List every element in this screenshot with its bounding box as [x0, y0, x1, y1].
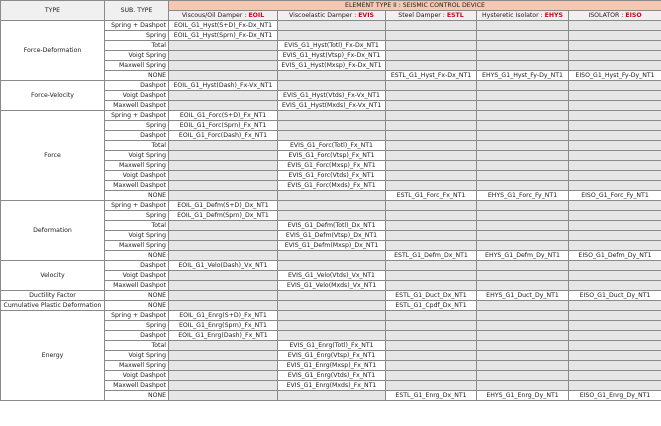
- empty-cell: [569, 41, 661, 51]
- empty-cell: [569, 131, 661, 141]
- empty-cell: [569, 311, 661, 321]
- empty-cell: [477, 331, 569, 341]
- empty-cell: [169, 271, 278, 281]
- sub-type-cell: Voigt Dashpot: [105, 91, 169, 101]
- empty-cell: [569, 121, 661, 131]
- output-name-cell: EVIS_G1_Hyst(Mxds)_Fx-Vx_NT1: [278, 101, 386, 111]
- empty-cell: [169, 231, 278, 241]
- sub-type-cell: Maxwell Dashpot: [105, 181, 169, 191]
- empty-cell: [477, 321, 569, 331]
- empty-cell: [278, 121, 386, 131]
- empty-cell: [386, 41, 477, 51]
- output-name-cell: ESTL_G1_Enrg_Dx_NT1: [386, 391, 477, 401]
- empty-cell: [169, 391, 278, 401]
- empty-cell: [386, 321, 477, 331]
- empty-cell: [169, 241, 278, 251]
- empty-cell: [169, 71, 278, 81]
- table-row: [1, 311, 661, 321]
- output-name-cell: EVIS_G1_Enrg(Mxds)_Fx_NT1: [278, 381, 386, 391]
- device-code: EISO: [625, 12, 642, 19]
- sub-type-cell: Total: [105, 41, 169, 51]
- output-name-cell: EISO_G1_Enrg_Dy_NT1: [569, 391, 661, 401]
- output-name-cell: EVIS_G1_Defm(Totl)_Dx_NT1: [278, 221, 386, 231]
- empty-cell: [477, 181, 569, 191]
- type-cell: Force: [1, 111, 105, 201]
- sub-type-cell: Dashpot: [105, 131, 169, 141]
- empty-cell: [386, 141, 477, 151]
- output-name-cell: EISO_G1_Forc_Fy_NT1: [569, 191, 661, 201]
- type-cell: Force-Velocity: [1, 81, 105, 111]
- empty-cell: [477, 211, 569, 221]
- empty-cell: [278, 21, 386, 31]
- empty-cell: [169, 291, 278, 301]
- empty-cell: [477, 361, 569, 371]
- empty-cell: [477, 231, 569, 241]
- output-name-cell: EVIS_G1_Enrg(Vtsp)_Fx_NT1: [278, 351, 386, 361]
- sub-type-cell: Total: [105, 341, 169, 351]
- empty-cell: [569, 171, 661, 181]
- sub-type-cell: Voigt Spring: [105, 51, 169, 61]
- table-row: [1, 111, 661, 121]
- sub-type-cell: Maxwell Spring: [105, 241, 169, 251]
- empty-cell: [477, 281, 569, 291]
- empty-cell: [169, 281, 278, 291]
- empty-cell: [386, 211, 477, 221]
- output-name-cell: EHYS_G1_Forc_Fy_NT1: [477, 191, 569, 201]
- sub-type-header: SUB. TYPE: [105, 1, 169, 21]
- empty-cell: [278, 131, 386, 141]
- empty-cell: [477, 21, 569, 31]
- empty-cell: [477, 371, 569, 381]
- empty-cell: [477, 31, 569, 41]
- empty-cell: [169, 141, 278, 151]
- empty-cell: [477, 221, 569, 231]
- output-name-cell: EVIS_G1_Hyst(Totl)_Fx-Dx_NT1: [278, 41, 386, 51]
- output-name-cell: EVIS_G1_Forc(Vtds)_Fx_NT1: [278, 171, 386, 181]
- empty-cell: [278, 321, 386, 331]
- device-header-ehys: [477, 11, 569, 21]
- empty-cell: [386, 241, 477, 251]
- empty-cell: [169, 61, 278, 71]
- empty-cell: [386, 111, 477, 121]
- device-code: EVIS: [358, 12, 374, 19]
- output-name-cell: EVIS_G1_Enrg(Totl)_Fx_NT1: [278, 341, 386, 351]
- sub-type-cell: NONE: [105, 71, 169, 81]
- output-name-cell: EVIS_G1_Defm(Mxsp)_Dx_NT1: [278, 241, 386, 251]
- sub-type-cell: Maxwell Dashpot: [105, 281, 169, 291]
- empty-cell: [386, 181, 477, 191]
- type-cell: Ductility Factor: [1, 291, 105, 301]
- empty-cell: [386, 171, 477, 181]
- empty-cell: [569, 151, 661, 161]
- empty-cell: [169, 151, 278, 161]
- device-name: Viscoelastic Damper :: [289, 12, 359, 19]
- empty-cell: [569, 31, 661, 41]
- output-name-cell: EOIL_G1_Velo(Dash)_Vx_NT1: [169, 261, 278, 271]
- empty-cell: [278, 251, 386, 261]
- device-name: Steel Damper :: [398, 12, 447, 19]
- empty-cell: [386, 331, 477, 341]
- empty-cell: [169, 101, 278, 111]
- empty-cell: [477, 161, 569, 171]
- sub-type-cell: NONE: [105, 291, 169, 301]
- table-row: [1, 81, 661, 91]
- empty-cell: [169, 221, 278, 231]
- sub-type-cell: Maxwell Spring: [105, 61, 169, 71]
- sub-type-cell: Dashpot: [105, 261, 169, 271]
- output-name-cell: EOIL_G1_Enrg(S+D)_Fx_NT1: [169, 311, 278, 321]
- output-name-cell: EVIS_G1_Forc(Totl)_Fx_NT1: [278, 141, 386, 151]
- empty-cell: [386, 311, 477, 321]
- empty-cell: [386, 61, 477, 71]
- sub-type-cell: Dashpot: [105, 81, 169, 91]
- device-name: Viscous/Oil Damper :: [181, 12, 249, 19]
- empty-cell: [569, 351, 661, 361]
- empty-cell: [386, 351, 477, 361]
- empty-cell: [477, 381, 569, 391]
- empty-cell: [477, 241, 569, 251]
- empty-cell: [569, 371, 661, 381]
- table-row: [1, 291, 661, 301]
- empty-cell: [169, 341, 278, 351]
- sub-type-cell: Spring: [105, 31, 169, 41]
- output-name-cell: EISO_G1_Defm_Dy_NT1: [569, 251, 661, 261]
- empty-cell: [278, 301, 386, 311]
- output-name-cell: ESTL_G1_Defm_Dx_NT1: [386, 251, 477, 261]
- empty-cell: [569, 181, 661, 191]
- empty-cell: [477, 51, 569, 61]
- empty-cell: [278, 71, 386, 81]
- device-header-eoil: [169, 11, 278, 21]
- empty-cell: [386, 281, 477, 291]
- table-row: [1, 301, 661, 311]
- empty-cell: [169, 371, 278, 381]
- empty-cell: [278, 391, 386, 401]
- output-name-cell: EOIL_G1_Defm(Sprn)_Dx_NT1: [169, 211, 278, 221]
- sub-type-cell: Dashpot: [105, 331, 169, 341]
- output-name-cell: EVIS_G1_Hyst(Mxsp)_Fx-Dx_NT1: [278, 61, 386, 71]
- type-cell: Cumulative Plastic Deformation: [1, 301, 105, 311]
- output-name-cell: EVIS_G1_Velo(Mxds)_Vx_NT1: [278, 281, 386, 291]
- empty-cell: [169, 171, 278, 181]
- empty-cell: [278, 81, 386, 91]
- empty-cell: [386, 271, 477, 281]
- empty-cell: [569, 281, 661, 291]
- empty-cell: [386, 261, 477, 271]
- sub-type-cell: Voigt Spring: [105, 351, 169, 361]
- empty-cell: [569, 91, 661, 101]
- output-name-cell: ESTL_G1_Forc_Fx_NT1: [386, 191, 477, 201]
- empty-cell: [569, 321, 661, 331]
- empty-cell: [569, 221, 661, 231]
- empty-cell: [569, 331, 661, 341]
- empty-cell: [386, 201, 477, 211]
- empty-cell: [477, 131, 569, 141]
- empty-cell: [569, 261, 661, 271]
- empty-cell: [569, 101, 661, 111]
- sub-type-cell: Voigt Spring: [105, 231, 169, 241]
- device-code: EOIL: [248, 12, 265, 19]
- empty-cell: [569, 111, 661, 121]
- empty-cell: [569, 211, 661, 221]
- device-name: Hysteretic Isolator :: [482, 12, 545, 19]
- sub-type-cell: NONE: [105, 251, 169, 261]
- device-code: ESTL: [446, 12, 464, 19]
- type-cell: Force-Deformation: [1, 21, 105, 81]
- empty-cell: [477, 121, 569, 131]
- empty-cell: [169, 91, 278, 101]
- empty-cell: [386, 221, 477, 231]
- sub-type-cell: Voigt Spring: [105, 151, 169, 161]
- empty-cell: [169, 361, 278, 371]
- output-name-cell: EISO_G1_Hyst_Fy-Dy_NT1: [569, 71, 661, 81]
- output-name-cell: EOIL_G1_Defm(S+D)_Dx_NT1: [169, 201, 278, 211]
- sub-type-cell: Voigt Dashpot: [105, 371, 169, 381]
- output-name-cell: EOIL_G1_Forc(Dash)_Fx_NT1: [169, 131, 278, 141]
- empty-cell: [169, 381, 278, 391]
- empty-cell: [477, 141, 569, 151]
- sub-type-cell: Spring + Dashpot: [105, 201, 169, 211]
- empty-cell: [278, 261, 386, 271]
- empty-cell: [569, 81, 661, 91]
- empty-cell: [569, 301, 661, 311]
- empty-cell: [386, 31, 477, 41]
- output-name-cell: EHYS_G1_Hyst_Fy-Dy_NT1: [477, 71, 569, 81]
- type-cell: Deformation: [1, 201, 105, 261]
- empty-cell: [169, 161, 278, 171]
- empty-cell: [386, 131, 477, 141]
- empty-cell: [278, 331, 386, 341]
- sub-type-cell: Voigt Dashpot: [105, 171, 169, 181]
- empty-cell: [278, 311, 386, 321]
- empty-cell: [386, 101, 477, 111]
- empty-cell: [278, 111, 386, 121]
- output-name-cell: EHYS_G1_Enrg_Dy_NT1: [477, 391, 569, 401]
- sub-type-cell: Spring + Dashpot: [105, 21, 169, 31]
- empty-cell: [169, 181, 278, 191]
- table-row: [1, 201, 661, 211]
- table-body: [1, 21, 661, 401]
- sub-type-cell: Maxwell Spring: [105, 361, 169, 371]
- empty-cell: [477, 311, 569, 321]
- type-cell: Velocity: [1, 261, 105, 291]
- empty-cell: [569, 361, 661, 371]
- element-type-header: ELEMENT TYPE II : SEISMIC CONTROL DEVICE: [169, 1, 661, 11]
- output-name-cell: EVIS_G1_Forc(Mxds)_Fx_NT1: [278, 181, 386, 191]
- table-row: [1, 21, 661, 31]
- output-name-cell: EVIS_G1_Defm(Vtsp)_Dx_NT1: [278, 231, 386, 241]
- device-code: EHYS: [544, 12, 563, 19]
- empty-cell: [169, 251, 278, 261]
- empty-cell: [569, 341, 661, 351]
- empty-cell: [278, 211, 386, 221]
- output-name-cell: EVIS_G1_Enrg(Vtds)_Fx_NT1: [278, 371, 386, 381]
- empty-cell: [386, 361, 477, 371]
- empty-cell: [386, 231, 477, 241]
- sub-type-cell: Maxwell Spring: [105, 161, 169, 171]
- type-header: TYPE: [1, 1, 105, 21]
- empty-cell: [169, 191, 278, 201]
- output-name-cell: ESTL_G1_Duct_Dx_NT1: [386, 291, 477, 301]
- output-name-cell: EVIS_G1_Forc(Mxsp)_Fx_NT1: [278, 161, 386, 171]
- output-name-cell: EOIL_G1_Hyst(S+D)_Fx-Dx_NT1: [169, 21, 278, 31]
- output-name-cell: EVIS_G1_Enrg(Mxsp)_Fx_NT1: [278, 361, 386, 371]
- output-name-cell: EVIS_G1_Forc(Vtsp)_Fx_NT1: [278, 151, 386, 161]
- output-name-cell: EOIL_G1_Hyst(Dash)_Fx-Vx_NT1: [169, 81, 278, 91]
- empty-cell: [477, 151, 569, 161]
- empty-cell: [477, 301, 569, 311]
- device-header-estl: [386, 11, 477, 21]
- sub-type-cell: Total: [105, 141, 169, 151]
- output-name-cell: EVIS_G1_Hyst(Vtsp)_Fx-Dx_NT1: [278, 51, 386, 61]
- output-name-cell: EVIS_G1_Velo(Vtds)_Vx_NT1: [278, 271, 386, 281]
- empty-cell: [386, 371, 477, 381]
- empty-cell: [169, 351, 278, 361]
- empty-cell: [477, 91, 569, 101]
- empty-cell: [569, 61, 661, 71]
- empty-cell: [386, 121, 477, 131]
- output-name-cell: EHYS_G1_Defm_Dy_NT1: [477, 251, 569, 261]
- sub-type-cell: NONE: [105, 391, 169, 401]
- empty-cell: [477, 81, 569, 91]
- empty-cell: [569, 201, 661, 211]
- empty-cell: [477, 201, 569, 211]
- empty-cell: [477, 101, 569, 111]
- empty-cell: [386, 21, 477, 31]
- sub-type-cell: Maxwell Dashpot: [105, 381, 169, 391]
- output-name-cell: EVIS_G1_Hyst(Vtds)_Fx-Vx_NT1: [278, 91, 386, 101]
- empty-cell: [477, 271, 569, 281]
- sub-type-cell: Maxwell Dashpot: [105, 101, 169, 111]
- empty-cell: [386, 51, 477, 61]
- empty-cell: [477, 351, 569, 361]
- output-name-cell: EOIL_G1_Hyst(Sprn)_Fx-Dx_NT1: [169, 31, 278, 41]
- output-name-cell: EOIL_G1_Forc(S+D)_Fx_NT1: [169, 111, 278, 121]
- output-name-cell: EOIL_G1_Enrg(Sprn)_Fx_NT1: [169, 321, 278, 331]
- empty-cell: [569, 21, 661, 31]
- sub-type-cell: Spring + Dashpot: [105, 111, 169, 121]
- empty-cell: [169, 51, 278, 61]
- empty-cell: [477, 171, 569, 181]
- empty-cell: [477, 41, 569, 51]
- sub-type-cell: Total: [105, 221, 169, 231]
- output-name-cell: EOIL_G1_Enrg(Dash)_Fx_NT1: [169, 331, 278, 341]
- sub-type-cell: Voigt Dashpot: [105, 271, 169, 281]
- device-header-eiso: [569, 11, 661, 21]
- sub-type-cell: Spring + Dashpot: [105, 311, 169, 321]
- sub-type-cell: Spring: [105, 321, 169, 331]
- device-header-evis: [278, 11, 386, 21]
- type-cell: Energy: [1, 311, 105, 401]
- sub-type-cell: Spring: [105, 121, 169, 131]
- empty-cell: [278, 191, 386, 201]
- empty-cell: [386, 161, 477, 171]
- empty-cell: [477, 111, 569, 121]
- empty-cell: [386, 81, 477, 91]
- output-name-cell: ESTL_G1_Hyst_Fx-Dx_NT1: [386, 71, 477, 81]
- output-name-cell: ESTL_G1_Cpdf_Dx_NT1: [386, 301, 477, 311]
- empty-cell: [169, 41, 278, 51]
- empty-cell: [477, 261, 569, 271]
- output-name-cell: EISO_G1_Duct_Dy_NT1: [569, 291, 661, 301]
- device-name: ISOLATOR :: [588, 12, 626, 19]
- empty-cell: [386, 341, 477, 351]
- empty-cell: [569, 231, 661, 241]
- empty-cell: [569, 141, 661, 151]
- empty-cell: [569, 381, 661, 391]
- sub-type-cell: Spring: [105, 211, 169, 221]
- empty-cell: [386, 91, 477, 101]
- empty-cell: [569, 271, 661, 281]
- empty-cell: [278, 201, 386, 211]
- empty-cell: [477, 61, 569, 71]
- empty-cell: [278, 291, 386, 301]
- empty-cell: [569, 161, 661, 171]
- empty-cell: [569, 51, 661, 61]
- sub-type-cell: NONE: [105, 301, 169, 311]
- sub-type-cell: NONE: [105, 191, 169, 201]
- empty-cell: [386, 381, 477, 391]
- empty-cell: [169, 301, 278, 311]
- empty-cell: [278, 31, 386, 41]
- empty-cell: [477, 341, 569, 351]
- empty-cell: [386, 151, 477, 161]
- output-name-cell: EOIL_G1_Forc(Sprn)_Fx_NT1: [169, 121, 278, 131]
- output-name-cell: EHYS_G1_Duct_Dy_NT1: [477, 291, 569, 301]
- table-row: [1, 261, 661, 271]
- empty-cell: [569, 241, 661, 251]
